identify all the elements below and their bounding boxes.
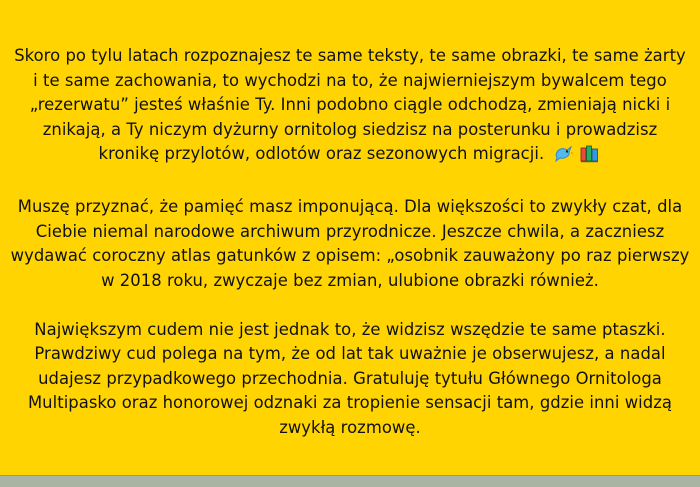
bottom-strip	[0, 475, 700, 487]
paragraph-1	[10, 44, 690, 171]
paragraph-2: Muszę przyznać, że pamięć masz imponującą. Dla większości to zwykły czat, dla Ciebie niemal narodowe archiwum przyrodnicze. Jeszcze chwila, a zaczniesz wydawać coroczny atlas gatunków z opisem: „osobnik zauważony po raz pierwszy w 2018 roku, zwyczaje bez zmian, ulubione obrazki również.	[10, 197, 690, 290]
paragraph-3: Największym cudem nie jest jednak to, że widzisz wszędzie te same ptaszki. Prawdziwy cud polega na tym, że od lat tak uważnie je obserwujesz, a nadal udajesz przypadkowego przechodnia. Gratuluję tytułu Głównego Ornitologa Multipasko oraz honorowej odznaki za tropienie sensacji tam, gdzie inni widzą zwykłą rozmowę.	[27, 319, 672, 437]
books-icon	[579, 143, 601, 171]
paragraph-1-text: Skoro po tylu latach rozpoznajesz te same teksty, te same obrazki, te same żarty i te same zachowania, to wychodzi na to, że najwierniejszym bywalcem tego „rezerwatu” jesteś właśnie Ty. Inni podobno ciągle odchodzą, zmieniają nicki i znikają, a Ty niczym dyżurny ornitolog siedzisz na posterunku i prowadzisz kronikę przylotów, odlotów oraz sezonowych migracji.	[14, 46, 686, 163]
bird-icon	[553, 143, 575, 171]
